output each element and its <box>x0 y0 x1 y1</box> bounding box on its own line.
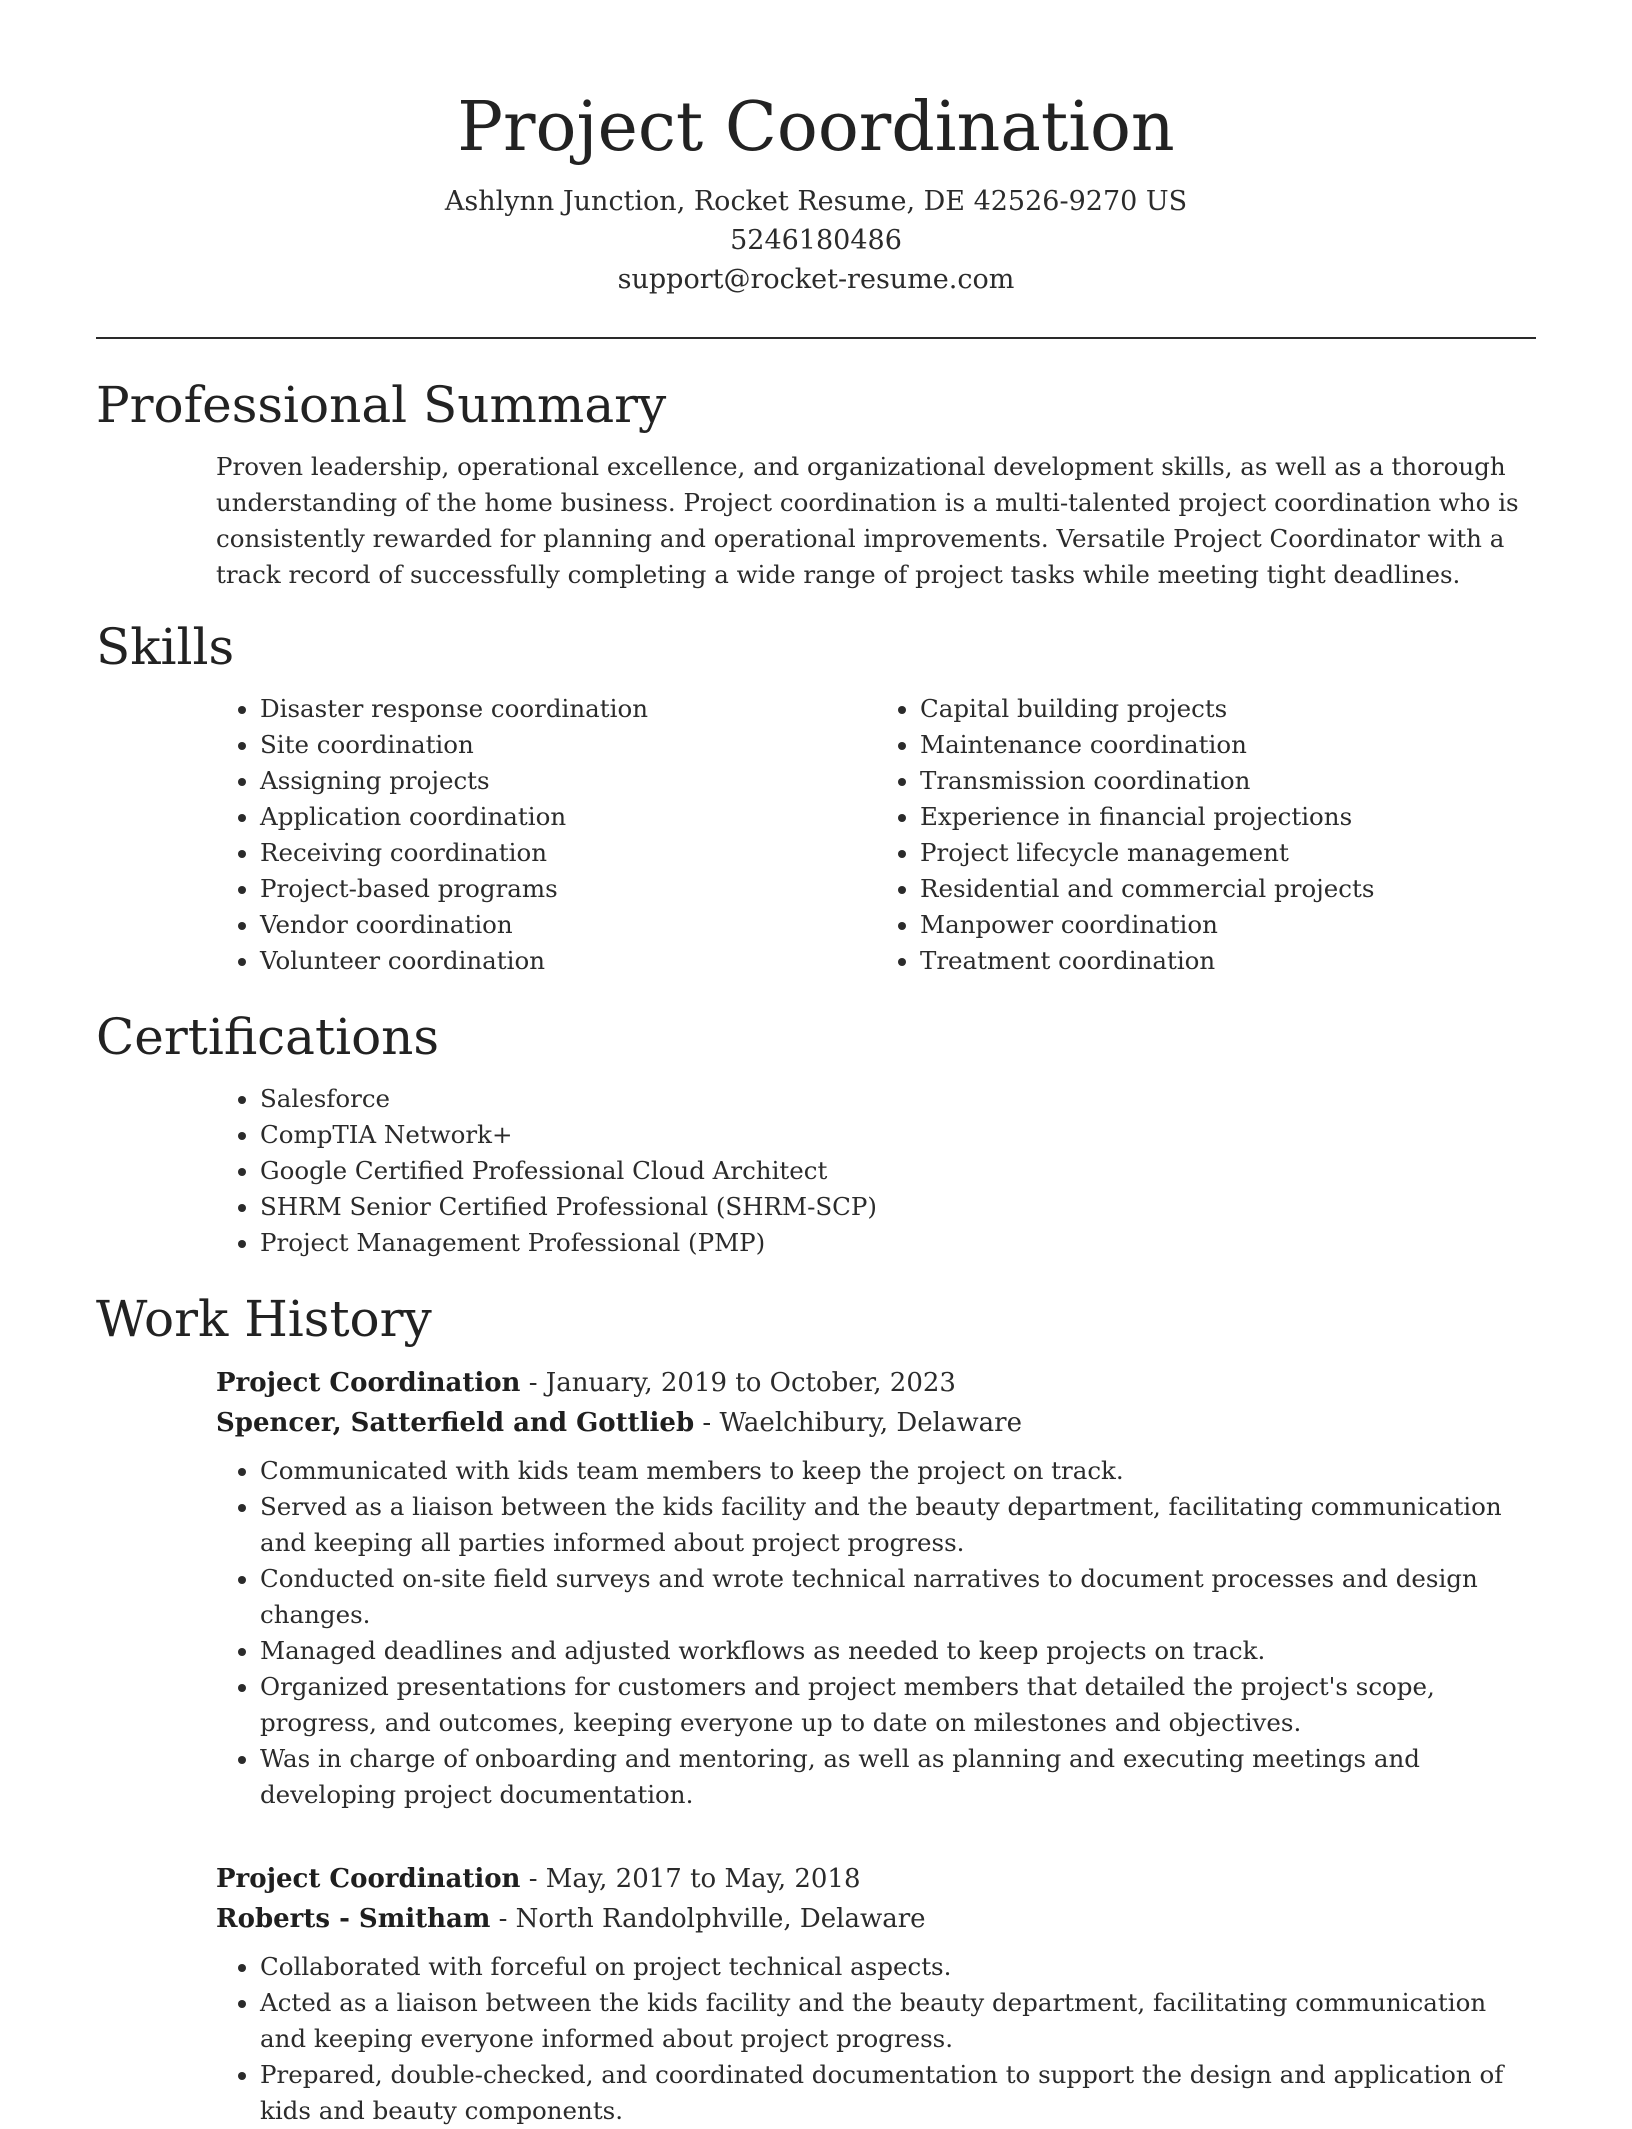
certification-item: • Salesforce <box>260 1081 1536 1117</box>
job-dates: - January, 2019 to October, 2023 <box>520 1368 956 1398</box>
email-address: support@rocket-resume.com <box>617 264 1015 295</box>
job-location: - Waelchibury, Delaware <box>694 1408 1022 1438</box>
job-bullet: • Prepared, double-checked, and coordinated documentation to support the design and application of kids and beauty components. <box>260 2057 1536 2129</box>
skill-item: • Manpower coordination <box>920 907 1536 943</box>
skills-columns <box>216 691 1536 979</box>
skill-item: • Assigning projects <box>260 763 876 799</box>
certification-item: • SHRM Senior Certified Professional (SHRM-SCP) <box>260 1189 1536 1225</box>
job-bullet: • Collaborated with forceful on project technical aspects. <box>260 1949 1536 1985</box>
company-name: Spencer, Satterfield and Gottlieb <box>216 1408 695 1438</box>
skills-heading: Skills <box>96 618 235 676</box>
address: Ashlynn Junction, Rocket Resume, DE 42526-9270 US <box>444 186 1188 217</box>
job-role: Project Coordination <box>216 1368 521 1398</box>
job-location: - North Randolphville, Delaware <box>490 1904 926 1934</box>
job-company-line <box>216 1403 1536 1443</box>
job-bullet: • Served as a liaison between the kids facility and the beauty department, facilitating communication and keeping all parties informed about project progress. <box>260 1489 1536 1561</box>
skill-item: • Residential and commercial projects <box>920 871 1536 907</box>
skill-item: • Maintenance coordination <box>920 727 1536 763</box>
candidate-name: Project Coordination <box>457 88 1175 167</box>
certification-item: • Project Management Professional (PMP) <box>260 1225 1536 1261</box>
certifications-list <box>216 1081 1536 1261</box>
skill-item: • Application coordination <box>260 799 876 835</box>
job-bullet: • Conducted on-site field surveys and wrote technical narratives to document processes and design changes. <box>260 1561 1536 1633</box>
certification-item: • Google Certified Professional Cloud Architect <box>260 1153 1536 1189</box>
job-bullet: • Managed deadlines and adjusted workflows as needed to keep projects on track. <box>260 1633 1536 1669</box>
summary-heading: Professional Summary <box>96 376 667 434</box>
job-title-line <box>216 1363 1536 1403</box>
phone-number: 5246180486 <box>730 225 902 256</box>
skill-item: • Site coordination <box>260 727 876 763</box>
header-divider <box>96 337 1536 339</box>
skill-item: • Vendor coordination <box>260 907 876 943</box>
company-name: Roberts - Smitham <box>216 1904 491 1934</box>
resume-page <box>96 0 1536 2129</box>
job-dates: - May, 2017 to May, 2018 <box>520 1864 861 1894</box>
job-bullet: • Acted as a liaison between the kids facility and the beauty department, facilitating communication and keeping everyone informed about project progress. <box>260 1985 1536 2057</box>
skill-item: • Experience in financial projections <box>920 799 1536 835</box>
skill-item: • Capital building projects <box>920 691 1536 727</box>
skill-item: • Volunteer coordination <box>260 943 876 979</box>
summary-text: Proven leadership, operational excellence, and organizational development skills, as well as a thorough understanding of the home business. Project coordination is a multi-talented project coordination who is consistently rewarded for planning and operational improvements. Versatile Project Coordinator with a track record of successfully completing a wide range of project tasks while meeting tight deadlines. <box>216 452 1519 589</box>
job-entry <box>216 1859 1536 2129</box>
skills-list-left <box>216 691 876 979</box>
skill-item: • Project lifecycle management <box>920 835 1536 871</box>
skill-item: • Receiving coordination <box>260 835 876 871</box>
skill-item: • Transmission coordination <box>920 763 1536 799</box>
skills-list-right <box>876 691 1536 979</box>
resume-header <box>96 0 1536 299</box>
job-entry <box>216 1363 1536 1813</box>
job-bullets <box>216 1453 1536 1813</box>
skill-item: • Project-based programs <box>260 871 876 907</box>
contact-info <box>96 182 1536 299</box>
certification-item: • CompTIA Network+ <box>260 1117 1536 1153</box>
job-title-line <box>216 1859 1536 1899</box>
job-bullets <box>216 1949 1536 2129</box>
job-role: Project Coordination <box>216 1864 521 1894</box>
work-history-heading: Work History <box>96 1290 432 1348</box>
skill-item: • Disaster response coordination <box>260 691 876 727</box>
job-bullet: • Organized presentations for customers and project members that detailed the project's scope, progress, and outcomes, keeping everyone up to date on milestones and objectives. <box>260 1669 1536 1741</box>
certifications-heading: Certifications <box>96 1008 440 1066</box>
skill-item: • Treatment coordination <box>920 943 1536 979</box>
job-bullet: • Was in charge of onboarding and mentoring, as well as planning and executing meetings and developing project documentation. <box>260 1741 1536 1813</box>
job-bullet: • Communicated with kids team members to keep the project on track. <box>260 1453 1536 1489</box>
job-company-line <box>216 1899 1536 1939</box>
